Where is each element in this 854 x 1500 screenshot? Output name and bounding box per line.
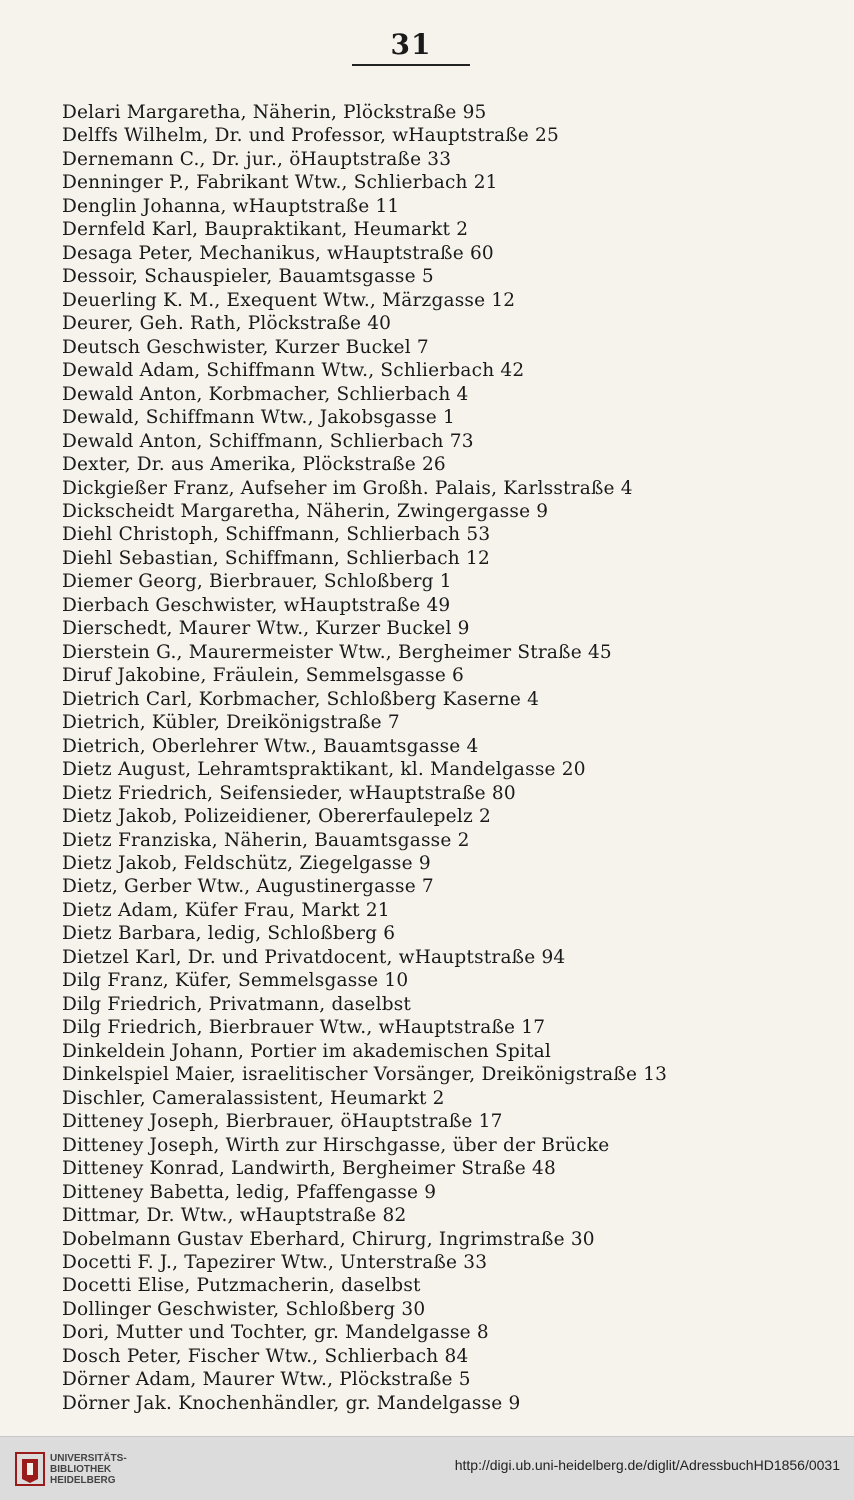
address-entry: Diehl Christoph, Schiffmann, Schlierbach 53: [62, 524, 491, 546]
address-entry: Dewald Anton, Schiffmann, Schlierbach 73: [62, 430, 474, 452]
library-logo[interactable]: [14, 1447, 194, 1491]
address-entry: Dietzel Karl, Dr. und Privatdocent, wHauptstraße 94: [62, 946, 566, 968]
address-entry: Dilg Franz, Küfer, Semmelsgasse 10: [62, 970, 409, 992]
library-seal-icon: [14, 1451, 46, 1487]
address-entry: Dori, Mutter und Tochter, gr. Mandelgasse 8: [62, 1322, 489, 1344]
address-entry: Dinkelspiel Maier, israelitischer Vorsänger, Dreikönigstraße 13: [62, 1064, 668, 1086]
address-entry: Delffs Wilhelm, Dr. und Professor, wHauptstraße 25: [62, 125, 559, 147]
address-entry: Dietz Jakob, Feldschütz, Ziegelgasse 9: [62, 853, 431, 874]
address-entry: Dewald Anton, Korbmacher, Schlierbach 4: [62, 383, 469, 405]
address-entry: Dernfeld Karl, Baupraktikant, Heumarkt 2: [62, 219, 469, 241]
address-entry: Deuerling K. M., Exequent Wtw., Märzgasse 12: [62, 289, 516, 311]
address-entry: Dernemann C., Dr. jur., öHauptstraße 33: [62, 148, 452, 170]
address-entry: Dietz, Gerber Wtw., Augustinergasse 7: [62, 876, 434, 898]
footer-bar: [0, 1436, 854, 1500]
address-entry: Dietz Franziska, Näherin, Bauamtsgasse 2: [62, 829, 470, 851]
address-entry: Deurer, Geh. Rath, Plöckstraße 40: [62, 313, 392, 335]
address-entry: Dickgießer Franz, Aufseher im Großh. Palais, Karlsstraße 4: [62, 477, 633, 499]
address-entry: Dietz August, Lehramtspraktikant, kl. Mandelgasse 20: [62, 759, 586, 781]
address-entry: Desaga Peter, Mechanikus, wHauptstraße 60: [62, 242, 494, 264]
address-entry: Denglin Johanna, wHauptstraße 11: [62, 195, 400, 217]
address-entry: Diruf Jakobine, Fräulein, Semmelsgasse 6: [62, 665, 465, 687]
address-entry: Dischler, Cameralassistent, Heumarkt 2: [62, 1087, 445, 1109]
address-entry: Ditteney Joseph, Bierbrauer, öHauptstraße 17: [62, 1111, 503, 1133]
address-entry: Dewald, Schiffmann Wtw., Jakobsgasse 1: [62, 407, 455, 429]
address-entry: Dickscheidt Margaretha, Näherin, Zwingergasse 9: [62, 500, 549, 522]
address-entry: Dierstein G., Maurermeister Wtw., Bergheimer Straße 45: [62, 641, 612, 663]
address-entry: Dierbach Geschwister, wHauptstraße 49: [62, 594, 451, 616]
address-entry: Dietrich Carl, Korbmacher, Schloßberg Kaserne 4: [62, 688, 540, 710]
address-entry: Docetti F. J., Tapezirer Wtw., Unterstraße 33: [62, 1251, 488, 1273]
address-entry: Dietz Adam, Küfer Frau, Markt 21: [62, 899, 390, 921]
address-entry: Ditteney Babetta, ledig, Pfaffengasse 9: [62, 1181, 437, 1203]
address-entry: Dewald Adam, Schiffmann Wtw., Schlierbach 42: [62, 360, 525, 382]
address-entry: Dilg Friedrich, Bierbrauer Wtw., wHauptstraße 17: [62, 1017, 546, 1039]
address-entry: Dierschedt, Maurer Wtw., Kurzer Buckel 9: [62, 618, 470, 640]
address-entry: Deutsch Geschwister, Kurzer Buckel 7: [62, 336, 429, 358]
address-entry: Ditteney Konrad, Landwirth, Bergheimer Straße 48: [62, 1158, 556, 1180]
address-entry: Dietrich, Kübler, Dreikönigstraße 7: [62, 712, 400, 734]
address-entry: Dinkeldein Johann, Portier im akademischen Spital: [62, 1040, 552, 1062]
address-entry: Dörner Jak. Knochenhändler, gr. Mandelgasse 9: [62, 1392, 521, 1414]
address-entry: Dörner Adam, Maurer Wtw., Plöckstraße 5: [62, 1369, 471, 1391]
address-entry: Docetti Elise, Putzmacherin, daselbst: [62, 1275, 421, 1297]
address-entry: Dietrich, Oberlehrer Wtw., Bauamtsgasse 4: [62, 735, 479, 757]
page-number: 31: [390, 28, 432, 61]
address-entry: Dexter, Dr. aus Amerika, Plöckstraße 26: [62, 454, 446, 476]
address-entry: Dietz Friedrich, Seifensieder, wHauptstraße 80: [62, 782, 516, 804]
address-entry: Ditteney Joseph, Wirth zur Hirschgasse, über der Brücke: [62, 1134, 610, 1156]
address-entry: Diemer Georg, Bierbrauer, Schloßberg 1: [62, 571, 452, 593]
address-entry: Diehl Sebastian, Schiffmann, Schlierbach 12: [62, 547, 490, 569]
address-entry-list: [62, 101, 822, 1415]
address-entry: Delari Margaretha, Näherin, Plöckstraße 95: [62, 102, 487, 123]
address-entry: Dessoir, Schauspieler, Bauamtsgasse 5: [62, 266, 434, 288]
source-url-link[interactable]: http://digi.ub.uni-heidelberg.de/diglit/AdressbuchHD1856/0031: [454, 1457, 840, 1473]
address-entry: Dobelmann Gustav Eberhard, Chirurg, Ingrimstraße 30: [62, 1228, 595, 1250]
address-entry: Dietz Jakob, Polizeidiener, Obererfaulepelz 2: [62, 806, 491, 828]
address-entry: Dietz Barbara, ledig, Schloßberg 6: [62, 923, 396, 945]
header-rule: [352, 64, 470, 66]
address-entry: Denninger P., Fabrikant Wtw., Schlierbach 21: [62, 172, 498, 194]
address-entry: Dilg Friedrich, Privatmann, daselbst: [62, 993, 412, 1015]
address-entry: Dittmar, Dr. Wtw., wHauptstraße 82: [62, 1205, 407, 1227]
address-entry: Dosch Peter, Fischer Wtw., Schlierbach 84: [62, 1345, 469, 1367]
library-name: UNIVERSITÄTS- BIBLIOTHEK HEIDELBERG: [50, 1453, 127, 1486]
address-entry: Dollinger Geschwister, Schloßberg 30: [62, 1298, 426, 1320]
